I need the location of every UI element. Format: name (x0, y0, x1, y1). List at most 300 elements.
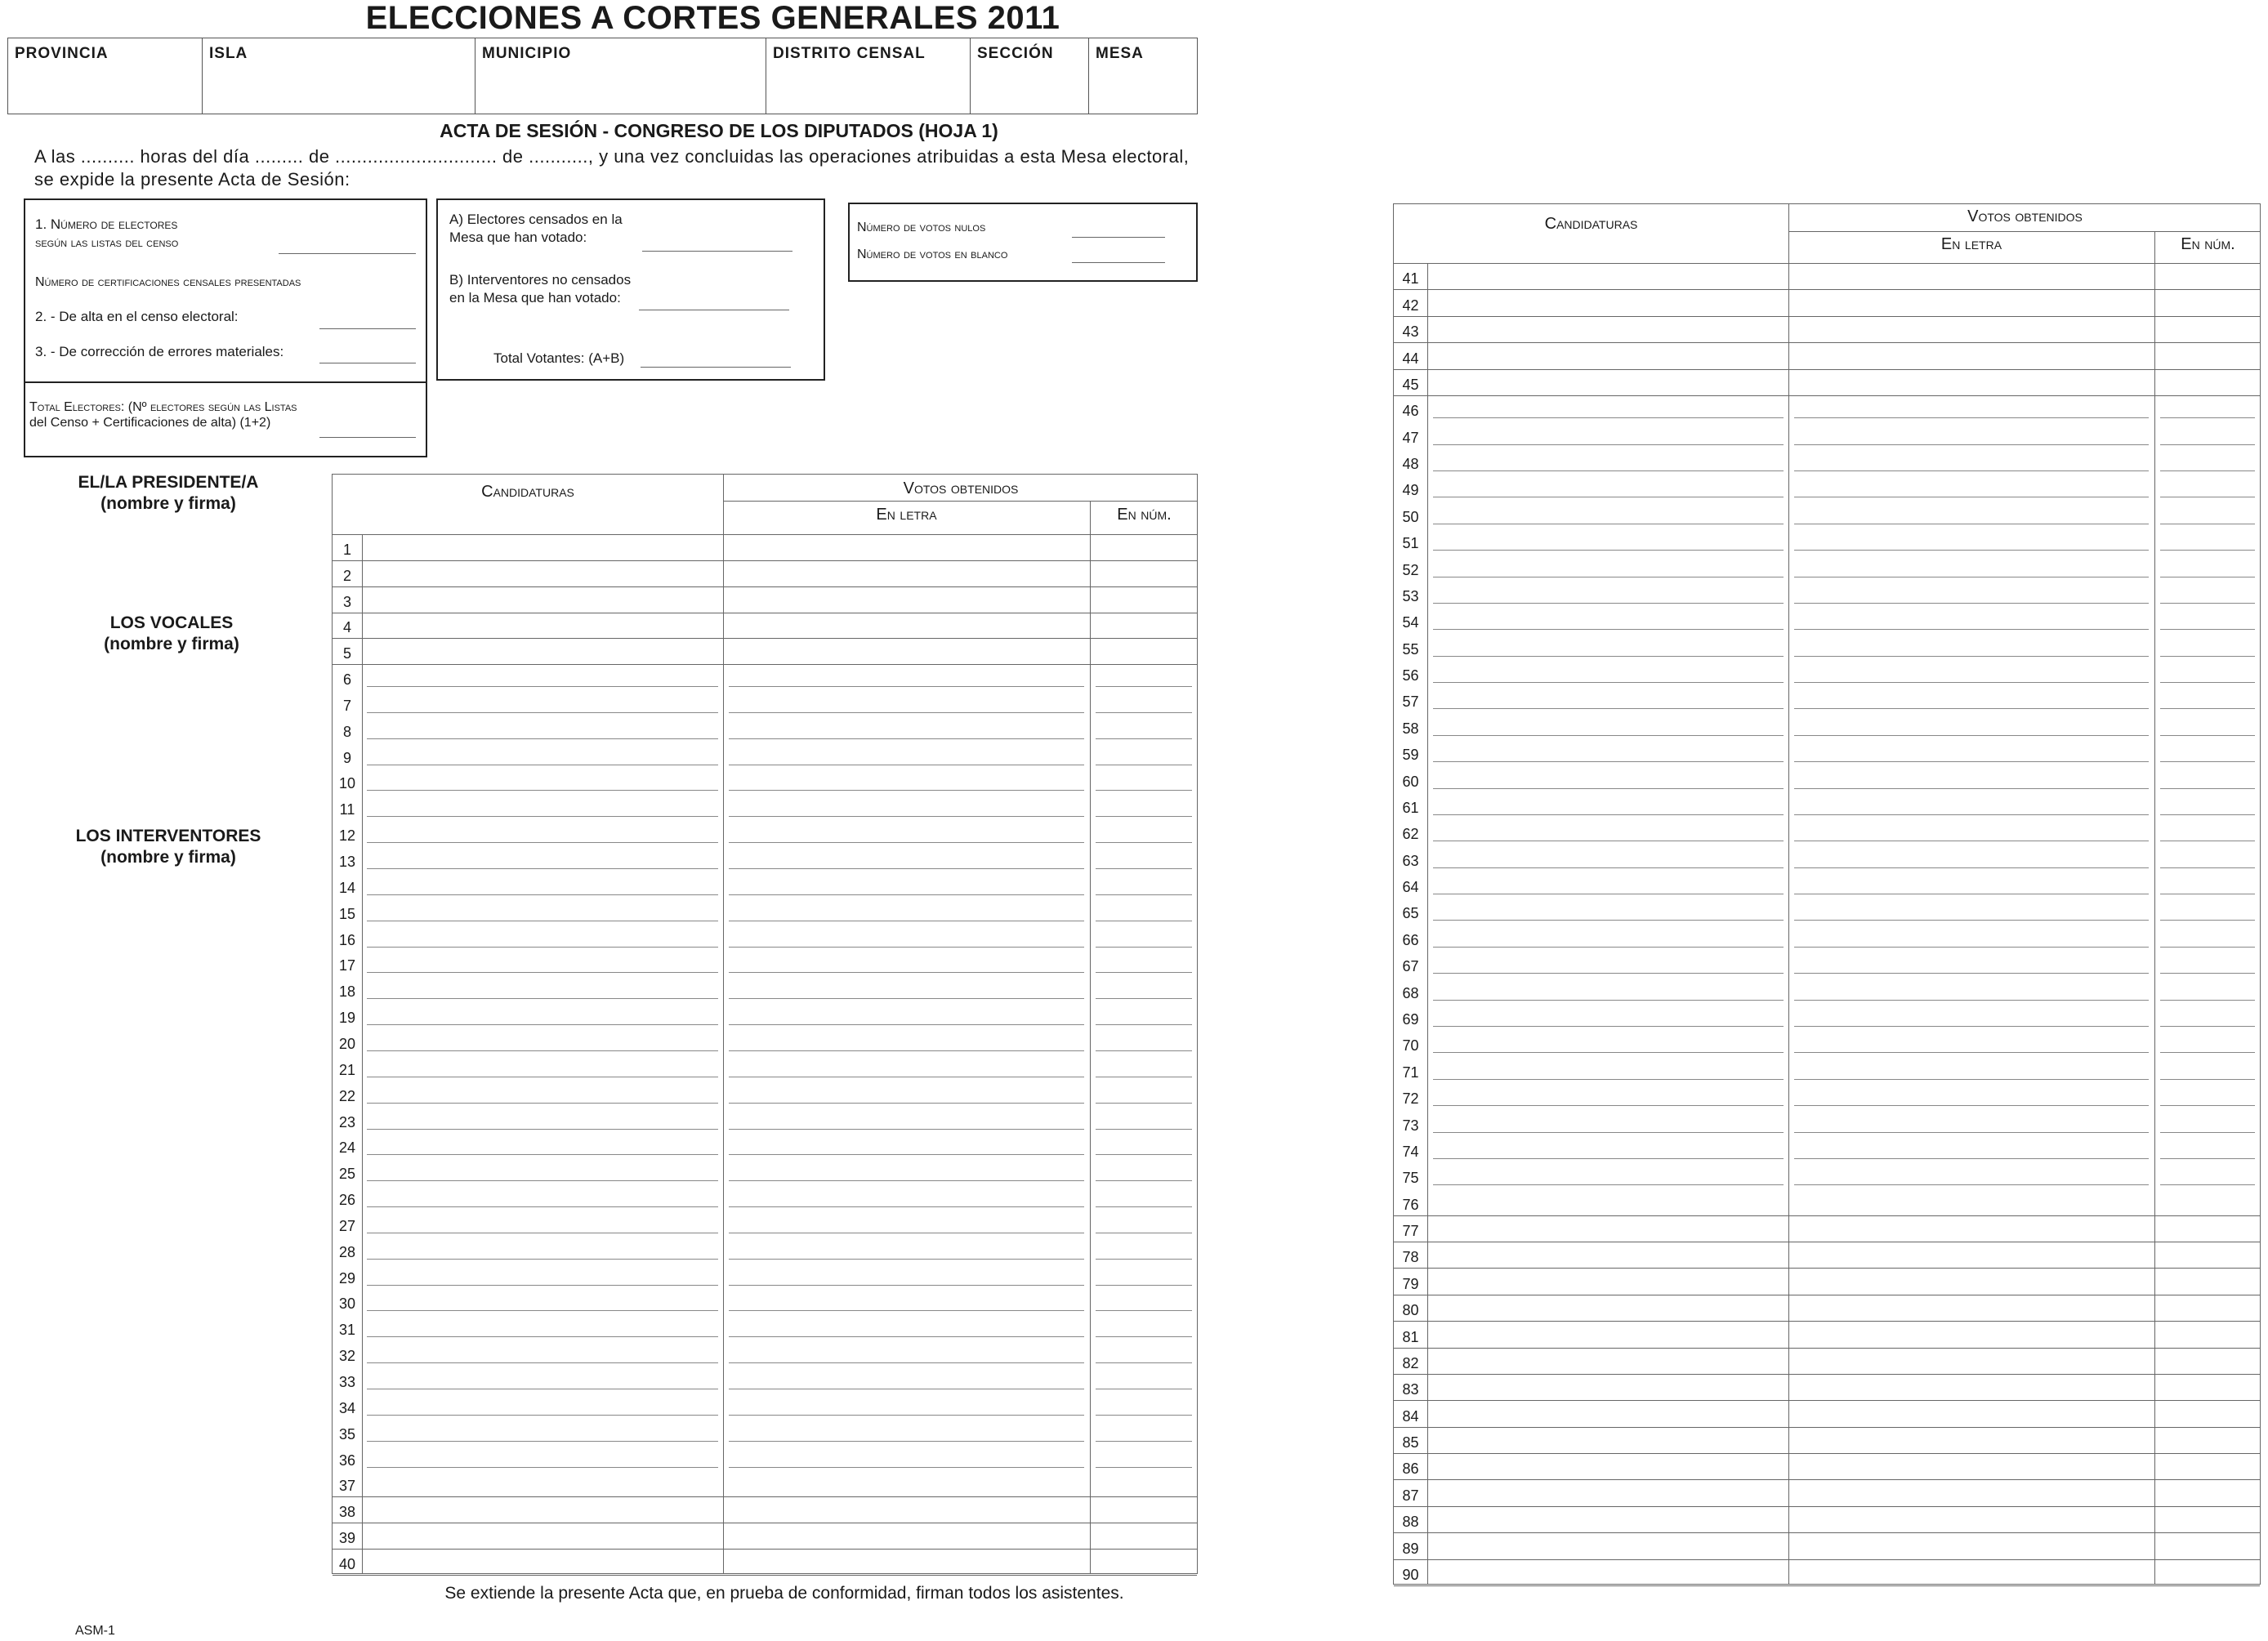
table-row[interactable] (333, 899, 1197, 925)
table-row[interactable] (1394, 1162, 2260, 1188)
en-letra-line[interactable] (1794, 629, 2149, 630)
distrito-censal-field[interactable]: DISTRITO CENSAL (766, 38, 971, 114)
table-row[interactable] (333, 872, 1197, 899)
row-number: 90 (1402, 1566, 1419, 1583)
table-row[interactable] (1394, 554, 2260, 580)
row-number: 16 (338, 931, 356, 948)
en-num-line[interactable] (2160, 814, 2255, 815)
alta-label: 2. - De alta en el censo electoral: (35, 309, 239, 324)
candidatura-line[interactable] (1433, 867, 1784, 868)
en-num-line[interactable] (2160, 417, 2255, 418)
table-row[interactable] (1394, 712, 2260, 738)
candidatura-line[interactable] (367, 712, 718, 713)
en-letra-line[interactable] (729, 1415, 1084, 1416)
table-row[interactable] (333, 1393, 1197, 1419)
row-number: 7 (342, 697, 351, 714)
en-letra-line[interactable] (729, 947, 1084, 948)
table-row[interactable] (1394, 475, 2260, 501)
row-number: 66 (1402, 931, 1419, 948)
electores-censados-input[interactable] (642, 251, 792, 252)
en-num-line[interactable] (2160, 973, 2255, 974)
en-letra-line[interactable] (1794, 1105, 2149, 1106)
table-row[interactable] (333, 1523, 1197, 1550)
row-number: 64 (1402, 879, 1419, 896)
en-letra-line[interactable] (729, 738, 1084, 739)
en-letra-line[interactable] (1794, 1079, 2149, 1080)
candidatura-line[interactable] (367, 1310, 718, 1311)
candidatura-line[interactable] (1433, 788, 1784, 789)
en-num-line[interactable] (2160, 682, 2255, 683)
candidatura-line[interactable] (1433, 629, 1784, 630)
row-number: 43 (1402, 323, 1419, 341)
en-letra-line[interactable] (1794, 920, 2149, 921)
en-num-line[interactable] (1096, 1415, 1192, 1416)
table-row[interactable] (1394, 1479, 2260, 1506)
candidaturas-table-right (1393, 203, 2261, 1585)
interventores-label: B) Interventores no censados (449, 272, 632, 288)
en-num-line[interactable] (1096, 972, 1192, 973)
row-number: 33 (338, 1374, 356, 1391)
en-num-line[interactable] (1096, 1259, 1192, 1260)
en-letra-line[interactable] (729, 1103, 1084, 1104)
candidatura-line[interactable] (367, 1285, 718, 1286)
en-letra-line[interactable] (1794, 1184, 2149, 1185)
candidatura-line[interactable] (367, 1362, 718, 1363)
votos-nulos-input[interactable] (1072, 237, 1165, 238)
en-num-line[interactable] (1096, 1285, 1192, 1286)
table-row[interactable] (333, 925, 1197, 951)
table-row[interactable] (1394, 872, 2260, 898)
en-num-line[interactable] (2160, 761, 2255, 762)
en-letra-line[interactable] (1794, 603, 2149, 604)
row-number: 81 (1402, 1328, 1419, 1345)
table-row[interactable] (333, 1496, 1197, 1523)
table-row[interactable] (1394, 581, 2260, 607)
table-row[interactable] (1394, 263, 2260, 290)
candidatura-line[interactable] (1433, 973, 1784, 974)
en-letra-line[interactable] (1794, 788, 2149, 789)
en-num-line[interactable] (1096, 686, 1192, 687)
candidatura-line[interactable] (1433, 444, 1784, 445)
en-num-line[interactable] (2160, 1132, 2255, 1133)
table-row[interactable] (1394, 1348, 2260, 1375)
candidatura-line[interactable] (1433, 1132, 1784, 1133)
intro-line-2: se expide la presente Acta de Sesión: (34, 169, 350, 190)
en-num-line[interactable] (2160, 444, 2255, 445)
en-letra-line[interactable] (729, 1362, 1084, 1363)
table-row[interactable] (1394, 898, 2260, 924)
table-row[interactable] (333, 976, 1197, 1002)
row-number: 3 (342, 593, 351, 610)
electores-sublabel: según las listas del censo (35, 236, 179, 250)
table-row[interactable] (1394, 1083, 2260, 1109)
table-row[interactable] (1394, 1295, 2260, 1322)
row-number: 24 (338, 1139, 356, 1157)
candidatura-line[interactable] (1433, 1105, 1784, 1106)
candidatura-line[interactable] (367, 894, 718, 895)
en-num-line[interactable] (1096, 1206, 1192, 1207)
en-num-line[interactable] (2160, 1105, 2255, 1106)
alta-input[interactable] (319, 328, 416, 329)
candidatura-line[interactable] (1433, 603, 1784, 604)
candidatura-line[interactable] (367, 1180, 718, 1181)
en-num-line[interactable] (1096, 1024, 1192, 1025)
en-letra-line[interactable] (1794, 682, 2149, 683)
en-num-line[interactable] (1096, 816, 1192, 817)
row-number: 74 (1402, 1143, 1419, 1160)
en-letra-line[interactable] (1794, 417, 2149, 418)
table-row[interactable] (333, 716, 1197, 742)
en-letra-header: En letra (876, 506, 937, 524)
en-num-line[interactable] (1096, 1441, 1192, 1442)
isla-field[interactable]: ISLA (203, 38, 475, 114)
row-number: 77 (1402, 1223, 1419, 1240)
candidatura-line[interactable] (367, 1154, 718, 1155)
table-row[interactable] (333, 1184, 1197, 1211)
en-letra-line[interactable] (729, 790, 1084, 791)
table-row[interactable] (1394, 925, 2260, 951)
en-num-line[interactable] (1096, 1180, 1192, 1181)
table-row[interactable] (333, 1028, 1197, 1055)
candidatura-line[interactable] (367, 738, 718, 739)
en-letra-line[interactable] (729, 1467, 1084, 1468)
total-votantes-input[interactable] (641, 367, 791, 368)
candidatura-line[interactable] (367, 972, 718, 973)
table-row[interactable] (333, 1107, 1197, 1133)
en-num-line[interactable] (2160, 603, 2255, 604)
seccion-field[interactable]: SECCIÓN (971, 38, 1089, 114)
en-letra-line[interactable] (1794, 1132, 2149, 1133)
table-row[interactable] (1394, 395, 2260, 421)
table-row[interactable] (333, 1002, 1197, 1028)
table-row[interactable] (1394, 289, 2260, 316)
row-number: 28 (338, 1243, 356, 1260)
en-letra-line[interactable] (729, 1154, 1084, 1155)
table-row[interactable] (333, 1549, 1197, 1576)
candidatura-line[interactable] (1433, 470, 1784, 471)
table-row[interactable] (333, 846, 1197, 872)
form-code: ASM-1 (75, 1624, 115, 1638)
presidente-sublabel: (nombre y firma) (100, 494, 236, 513)
en-letra-line[interactable] (729, 1180, 1084, 1181)
en-num-line[interactable] (2160, 1052, 2255, 1053)
candidatura-line[interactable] (1433, 1026, 1784, 1027)
en-letra-line[interactable] (1794, 1158, 2149, 1159)
row-number: 79 (1402, 1275, 1419, 1292)
candidatura-line[interactable] (1433, 761, 1784, 762)
table-row[interactable] (333, 1445, 1197, 1471)
en-num-line[interactable] (1096, 1336, 1192, 1337)
en-letra-line[interactable] (1794, 814, 2149, 815)
row-number: 83 (1402, 1381, 1419, 1398)
table-row[interactable] (1394, 1268, 2260, 1295)
en-num-line[interactable] (2160, 788, 2255, 789)
candidatura-line[interactable] (1433, 814, 1784, 815)
en-letra-header: En letra (1940, 235, 2002, 253)
en-num-line[interactable] (2160, 629, 2255, 630)
candidatura-line[interactable] (1433, 550, 1784, 551)
en-letra-line[interactable] (729, 842, 1084, 843)
en-num-line[interactable] (2160, 1079, 2255, 1080)
candidatura-line[interactable] (367, 1050, 718, 1051)
en-letra-line[interactable] (729, 1024, 1084, 1025)
table-row[interactable] (333, 586, 1197, 613)
en-num-line[interactable] (1096, 1103, 1192, 1104)
candidaturas-header: Candidaturas (481, 483, 574, 501)
en-num-line[interactable] (1096, 894, 1192, 895)
candidatura-line[interactable] (1433, 1158, 1784, 1159)
row-number: 14 (338, 879, 356, 896)
table-row[interactable] (1394, 1004, 2260, 1030)
en-letra-line[interactable] (1794, 444, 2149, 445)
en-num-line[interactable] (1096, 947, 1192, 948)
en-num-line[interactable] (1096, 1310, 1192, 1311)
table-row[interactable] (1394, 818, 2260, 845)
row-number: 21 (338, 1061, 356, 1078)
table-row[interactable] (1394, 342, 2260, 369)
row-number: 84 (1402, 1407, 1419, 1425)
candidatura-line[interactable] (367, 790, 718, 791)
table-row[interactable] (333, 690, 1197, 716)
en-num-line[interactable] (1096, 712, 1192, 713)
candidatura-line[interactable] (1433, 1052, 1784, 1053)
table-row[interactable] (1394, 686, 2260, 712)
table-row[interactable] (333, 742, 1197, 769)
en-letra-line[interactable] (729, 1206, 1084, 1207)
row-number: 56 (1402, 667, 1419, 684)
en-letra-line[interactable] (729, 1441, 1084, 1442)
candidatura-line[interactable] (367, 1467, 718, 1468)
en-letra-line[interactable] (729, 1259, 1084, 1260)
candidatura-line[interactable] (367, 1441, 718, 1442)
table-row[interactable] (1394, 421, 2260, 448)
en-letra-line[interactable] (1794, 656, 2149, 657)
table-row[interactable] (333, 769, 1197, 795)
en-num-line[interactable] (2160, 656, 2255, 657)
en-letra-line[interactable] (729, 816, 1084, 817)
candidatura-line[interactable] (1433, 708, 1784, 709)
table-row[interactable] (333, 1055, 1197, 1081)
en-num-line[interactable] (1096, 1050, 1192, 1051)
en-num-line[interactable] (1096, 998, 1192, 999)
candidatura-line[interactable] (367, 842, 718, 843)
table-row[interactable] (1394, 369, 2260, 396)
candidatura-line[interactable] (367, 1259, 718, 1260)
en-letra-line[interactable] (1794, 470, 2149, 471)
candidatura-line[interactable] (367, 1024, 718, 1025)
en-letra-line[interactable] (729, 1336, 1084, 1337)
en-num-line[interactable] (2160, 947, 2255, 948)
vocales-sublabel: (nombre y firma) (104, 635, 239, 653)
en-letra-line[interactable] (1794, 550, 2149, 551)
en-num-line[interactable] (2160, 1158, 2255, 1159)
table-row[interactable] (333, 951, 1197, 977)
mesa-field[interactable]: MESA (1096, 45, 1144, 62)
vocales-signature[interactable] (74, 613, 270, 655)
en-num-line[interactable] (1096, 1154, 1192, 1155)
en-letra-line[interactable] (729, 1050, 1084, 1051)
table-row[interactable] (1394, 1321, 2260, 1348)
en-num-line[interactable] (1096, 842, 1192, 843)
table-row[interactable] (1394, 951, 2260, 977)
table-row[interactable] (333, 795, 1197, 821)
table-row[interactable] (1394, 1030, 2260, 1056)
table-row[interactable] (1394, 1506, 2260, 1533)
table-row[interactable] (333, 1419, 1197, 1445)
candidatura-line[interactable] (367, 1206, 718, 1207)
en-letra-line[interactable] (1794, 1000, 2149, 1001)
table-row[interactable] (1394, 739, 2260, 765)
candidatura-line[interactable] (1433, 947, 1784, 948)
candidatura-line[interactable] (1433, 920, 1784, 921)
table-row[interactable] (1394, 1136, 2260, 1162)
table-row[interactable] (333, 1263, 1197, 1289)
table-row[interactable] (333, 1340, 1197, 1367)
table-row[interactable] (1394, 1453, 2260, 1480)
provincia-field[interactable]: PROVINCIA (8, 38, 203, 114)
en-num-line[interactable] (1096, 738, 1192, 739)
table-row[interactable] (333, 1133, 1197, 1159)
candidatura-line[interactable] (367, 1415, 718, 1416)
table-row[interactable] (333, 1367, 1197, 1393)
municipio-field[interactable]: MUNICIPIO (475, 38, 766, 114)
candidatura-line[interactable] (1433, 656, 1784, 657)
table-row[interactable] (1394, 1374, 2260, 1401)
candidatura-line[interactable] (1433, 417, 1784, 418)
candidatura-line[interactable] (1433, 1184, 1784, 1185)
en-num-line[interactable] (1096, 1129, 1192, 1130)
table-row[interactable] (333, 1081, 1197, 1107)
en-num-line[interactable] (2160, 735, 2255, 736)
table-row[interactable] (1394, 607, 2260, 633)
en-letra-line[interactable] (729, 1310, 1084, 1311)
total-electores-sublabel: del Censo + Certificaciones de alta) (1+2) (29, 416, 271, 430)
certificaciones-label: Número de certificaciones censales presentadas (35, 275, 301, 289)
table-row[interactable] (333, 1289, 1197, 1315)
table-row[interactable] (1394, 765, 2260, 792)
en-letra-line[interactable] (1794, 973, 2149, 974)
table-row[interactable] (1394, 316, 2260, 343)
row-number: 51 (1402, 535, 1419, 552)
electores-input[interactable] (279, 253, 416, 254)
table-row[interactable] (1394, 1215, 2260, 1242)
en-letra-line[interactable] (729, 686, 1084, 687)
candidatura-line[interactable] (367, 868, 718, 869)
table-row[interactable] (1394, 792, 2260, 818)
table-row[interactable] (1394, 1109, 2260, 1135)
en-num-line[interactable] (2160, 1000, 2255, 1001)
row-number: 37 (338, 1478, 356, 1495)
en-num-line[interactable] (1096, 868, 1192, 869)
candidatura-line[interactable] (1433, 1000, 1784, 1001)
total-electores-input[interactable] (319, 437, 416, 438)
candidatura-line[interactable] (367, 1129, 718, 1130)
table-row[interactable] (1394, 1188, 2260, 1215)
en-letra-line[interactable] (729, 998, 1084, 999)
en-num-line[interactable] (1096, 1467, 1192, 1468)
votos-blanco-input[interactable] (1072, 262, 1165, 263)
en-letra-line[interactable] (1794, 867, 2149, 868)
votos-obtenidos-header: Votos obtenidos (1967, 207, 2083, 225)
presidente-signature[interactable] (70, 472, 266, 515)
table-row[interactable] (333, 1211, 1197, 1237)
table-row[interactable] (1394, 528, 2260, 554)
table-row[interactable] (1394, 1532, 2260, 1559)
en-num-line[interactable] (2160, 920, 2255, 921)
table-row[interactable] (1394, 660, 2260, 686)
table-row[interactable] (1394, 977, 2260, 1003)
row-number: 62 (1402, 826, 1419, 843)
table-row[interactable] (333, 1471, 1197, 1498)
candidatura-line[interactable] (1433, 1079, 1784, 1080)
table-row[interactable] (333, 1158, 1197, 1184)
en-num-line[interactable] (2160, 1184, 2255, 1185)
candidatura-line[interactable] (1433, 735, 1784, 736)
row-number: 75 (1402, 1170, 1419, 1187)
table-row[interactable] (1394, 1056, 2260, 1082)
table-row[interactable] (333, 613, 1197, 640)
table-row[interactable] (1394, 1400, 2260, 1427)
en-num-line[interactable] (1096, 1362, 1192, 1363)
table-row[interactable] (1394, 633, 2260, 659)
en-letra-line[interactable] (1794, 708, 2149, 709)
en-num-line[interactable] (2160, 550, 2255, 551)
candidatura-line[interactable] (367, 1336, 718, 1337)
table-row[interactable] (1394, 1242, 2260, 1269)
candidatura-line[interactable] (367, 686, 718, 687)
row-number: 8 (342, 723, 351, 740)
en-letra-line[interactable] (729, 1129, 1084, 1130)
en-num-line[interactable] (2160, 708, 2255, 709)
table-row[interactable] (333, 664, 1197, 690)
candidatura-line[interactable] (1433, 682, 1784, 683)
table-row[interactable] (333, 1315, 1197, 1341)
en-letra-line[interactable] (1794, 947, 2149, 948)
en-num-line[interactable] (2160, 470, 2255, 471)
table-row[interactable] (333, 638, 1197, 665)
en-letra-line[interactable] (729, 972, 1084, 973)
row-number: 85 (1402, 1434, 1419, 1451)
en-letra-line[interactable] (729, 868, 1084, 869)
table-row[interactable] (1394, 845, 2260, 871)
table-row[interactable] (1394, 1559, 2260, 1586)
en-letra-line[interactable] (729, 1285, 1084, 1286)
en-letra-line[interactable] (1794, 735, 2149, 736)
table-row[interactable] (333, 560, 1197, 587)
interventores-signature[interactable] (70, 826, 266, 868)
en-num-line[interactable] (2160, 1026, 2255, 1027)
table-row[interactable] (333, 1237, 1197, 1263)
en-num-line[interactable] (2160, 867, 2255, 868)
candidatura-line[interactable] (367, 998, 718, 999)
row-number: 87 (1402, 1487, 1419, 1504)
candidatura-line[interactable] (367, 816, 718, 817)
table-row[interactable] (1394, 1427, 2260, 1454)
en-letra-line[interactable] (729, 894, 1084, 895)
en-letra-line[interactable] (1794, 1026, 2149, 1027)
table-row[interactable] (333, 820, 1197, 846)
row-number: 6 (342, 671, 351, 689)
candidatura-line[interactable] (367, 1103, 718, 1104)
en-letra-line[interactable] (1794, 1052, 2149, 1053)
table-row[interactable] (333, 534, 1197, 561)
table-row[interactable] (1394, 501, 2260, 527)
en-letra-line[interactable] (1794, 761, 2149, 762)
en-num-line[interactable] (1096, 790, 1192, 791)
en-letra-line[interactable] (729, 712, 1084, 713)
candidatura-line[interactable] (367, 947, 718, 948)
table-row[interactable] (1394, 448, 2260, 475)
